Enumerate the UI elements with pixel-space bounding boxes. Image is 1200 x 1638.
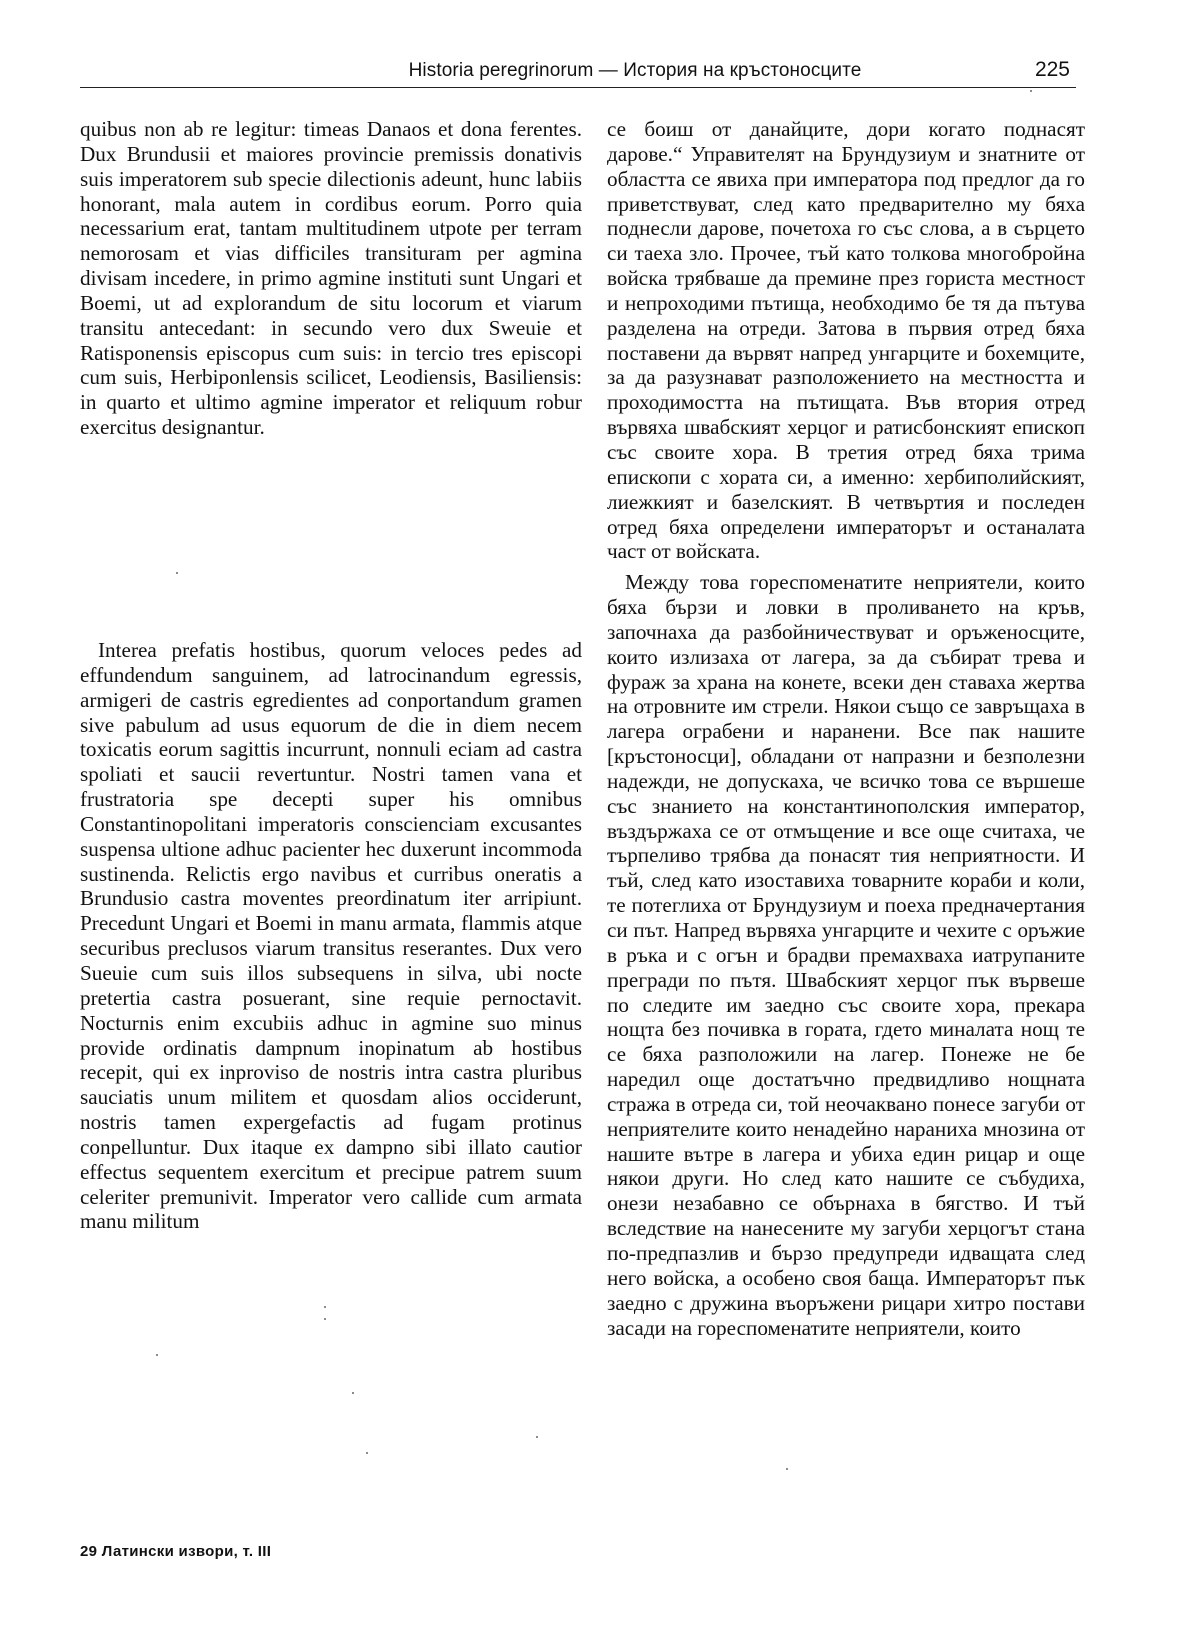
latin-column-bottom — [80, 638, 582, 1234]
print-speck — [536, 1436, 538, 1438]
print-speck — [366, 1452, 368, 1454]
print-speck — [156, 1354, 158, 1356]
bulgarian-paragraph-2: Между това гореспоменатите неприятели, които бяха бързи и ловки в проливането на кръв, започнаха да разбойничествуват и оръженосците, които излизаха от лагера, за да събират трева и фураж за храна на конете, всеки ден ставаха жертва на отровните им стрели. Някои също се завръщаха в лагера ограбени и наранени. Все пак нашите [кръстоносци], обладани от напразни и безполезни надежди, не допускаха, че всичко това се вършеше със знанието на константинополския император, въздържаха се от отмъщение и все още считаха, че търпеливо трябва да понасят тия неприятности. И тъй, след като изоставиха товарните кораби и коли, те потеглиха от Брундузиум и поеха предначертания си път. Напред вървяха унгарците и чехите с оръжие в ръка и с огън и брадви премахваха иатрупаните прегради по пътя. Швабският херцог пък вървеше по следите им заедно със своите хора, прекара нощта без почивка в гората, гдето миналата нощ те се бяха разположили на лагер. Понеже не бе наредил още достатъчно предвидливо нощната стража в отреда си, той неочаквано понесе загуби от неприятелите които ненадейно нараниха мнозина от нашите вътре в лагера и убиха един рицар и още някои други. Но след като нашите се събудиха, онези незабавно се обърнаха в бягство. И тъй вследствие на нанесените му загуби херцогът стана по-предпазлив и бързо предупреди идващата след него войска, а особено своя баща. Императорът пък заедно с дружина въоръжени рицари хитро постави засади на гореспоменатите неприятели, които — [607, 570, 1085, 1340]
footer-signature: 29 Латински извори, т. III — [80, 1543, 272, 1560]
bulgarian-column — [607, 117, 1085, 1340]
page-header — [80, 58, 1080, 88]
page-number: 225 — [1034, 58, 1070, 81]
print-speck — [324, 1306, 326, 1308]
print-speck — [324, 1318, 326, 1320]
print-speck — [1030, 90, 1032, 92]
latin-paragraph-2: Interea prefatis hostibus, quorum veloces pedes ad effundendum sanguinem, ad latrocinandum egressis, armigeri de castris egredientes ad conportandum gramen sive pabulum ad usus equorum de die in diem necem toxicatis eorum sagittis incurrunt, nonnuli eciam ad castra spoliati et saucii revertuntur. Nostri tamen vana et frustratoria spe decepti super his omnibus Constantinopolitani imperatoris conscienciam excusantes suspensa ultione adhuc pacienter hec duxerunt incommoda sustinenda. Relictis ergo navibus et curribus oneratis a Brundusio castra moventes preordinatum iter arripiunt. Precedunt Ungari et Boemi in manu armata, flammis atque securibus preclusos viarum transitus reserantes. Dux vero Sueuie cum suis illos subsequens in silva, ubi nocte pretertia castra posuerant, sine requie pernoctavit. Nocturnis enim excubiis adhuc in agmine suo minus provide ordinatis dampnum inopinatum ab hostibus recepit, qui ex inproviso de nostris intra castra pluribus sauciatis unum militem et quosdam alios occiderunt, nostris tamen expergefactis ad fugam protinus conpelluntur. Dux itaque ex dampno sibi illato cautior effectus sequentem exercitum et precipue patrem suum celeriter premunivit. Imperator vero callide cum armata manu militum — [80, 638, 582, 1234]
print-speck — [176, 572, 178, 574]
print-speck — [786, 1468, 788, 1470]
header-rule — [80, 87, 1076, 88]
bulgarian-paragraph-1: се боиш от данайците, дори когато поднасят дарове.“ Управителят на Брундузиум и знатните от областта се явиха при императора под предлог да го приветствуват, след като предварително му бяха поднесли дарове, почетоха го със слова, а в сърцето си таеха зло. Прочее, тъй като толкова многобройна войска трябваше да премине през гориста местност и непроходими пътища, необходимо бе тя да пътува разделена на отреди. Затова в първия отред бяха поставени да вървят напред унгарците и бохемците, за да разузнават разположението на местността и проходимостта на пътищата. Във втория отред вървяха швабският херцог и ратисбонският епископ със своите хора. В третия отред бяха трима епископи с хората си, а именно: хербиполийският, лиежкият и базелският. В четвъртия и последен отред бяха определени императорът и останалата част от войската. — [607, 117, 1085, 564]
latin-paragraph-1: quibus non ab re legitur: timeas Danaos et dona ferentes. Dux Brundusii et maiores provincie premissis donativis suis imperatorem sub specie dilectionis adeunt, hunc labiis honorant, mala autem in cordibus eorum. Porro quia necessarium erat, tantam multitudinem utpote per terram nemorosam et vias difficiles transituram per agmina divisam incedere, in primo agmine instituti sunt Ungari et Boemi, ut ad explorandum de situ locorum et viarum transitu antecedant: in secundo vero dux Sweuie et Ratisponensis episcopus cum suis: in tercio tres episcopi cum suis, Herbiponlensis scilicet, Leodiensis, Basiliensis: in quarto et ultimo agmine imperator et reliquum robur exercitus designantur. — [80, 117, 582, 440]
print-speck — [352, 1392, 354, 1394]
latin-column-top — [80, 117, 582, 440]
running-head: Historia peregrinorum — История на кръстоносците — [408, 60, 862, 81]
